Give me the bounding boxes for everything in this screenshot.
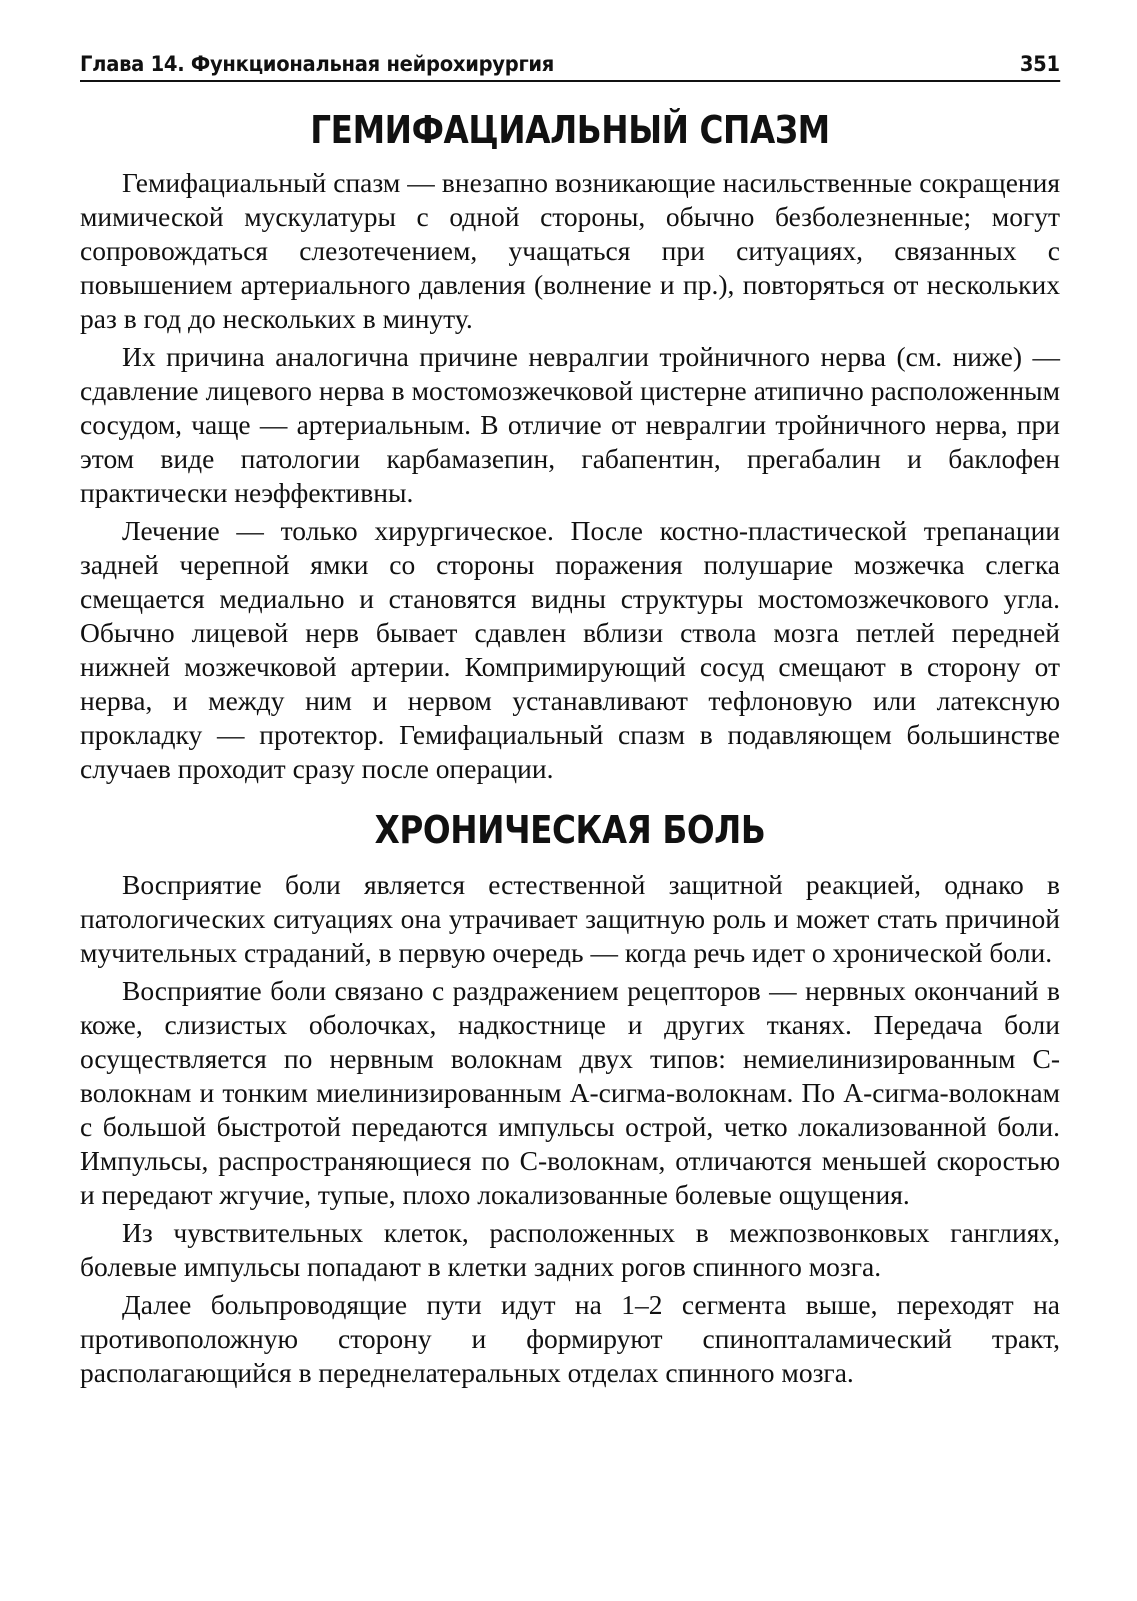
paragraph: Восприятие боли является естественной защитной реакцией, однако в патологических ситуациях она утрачивает защитную роль и может стать причиной мучительных страданий, в первую очередь — когда речь идет о хронической боли. (80, 869, 1060, 968)
page-number: 351 (1019, 52, 1060, 76)
paragraph: Из чувствительных клеток, расположенных в межпозвонковых ганглиях, болевые импульсы попадают в клетки задних рогов спинного мозга. (80, 1217, 1060, 1282)
paragraph: Далее больпроводящие пути идут на 1–2 сегмента выше, переходят на противоположную сторону и формируют спинопталамический тракт, располагающийся в переднелатеральных отделах спинного мозга. (80, 1289, 1060, 1388)
paragraph: Восприятие боли связано с раздражением рецепторов — нервных окончаний в коже, слизистых оболочках, надкостнице и других тканях. Передача боли осуществляется по нервным волокнам двух типов: немиелинизированным С-волокнам и тонким миелинизированным А-сигма-волокнам. По А-сигма-волокнам с большой быстротой передаются импульсы острой, четко локализованной боли. Импульсы, распространяющиеся по С-волокнам, отличаются меньшей скоростью и передают жгучие, тупые, плохо локализованные болевые ощущения. (80, 975, 1060, 1210)
section-hemifacial-spasm (80, 108, 1060, 786)
section-heading: ХРОНИЧЕСКАЯ БОЛЬ (374, 808, 766, 852)
chapter-title: Глава 14. Функциональная нейрохирургия (80, 52, 555, 76)
paragraph: Их причина аналогична причине невралгии тройничного нерва (см. ниже) — сдавление лицевого нерва в мостомозжечковой цистерне атипично расположенным сосудом, чаще — артериальным. В отличие от невралгии тройничного нерва, при этом виде патологии карбамазепин, габапентин, прегабалин и баклофен практически неэффективны. (80, 341, 1060, 508)
book-page (80, 52, 1060, 1394)
section-heading: ГЕМИФАЦИАЛЬНЫЙ СПАЗМ (310, 108, 830, 152)
running-header (80, 52, 1060, 82)
section-chronic-pain (80, 808, 1060, 1390)
paragraph: Гемифациальный спазм — внезапно возникающие насильственные сокращения мимической мускулатуры с одной стороны, обычно безболезненные; могут сопровождаться слезотечением, учащаться при ситуациях, связанных с повышением артериального давления (волнение и пр.), повторяться от нескольких раз в год до нескольких в минуту. (80, 167, 1060, 334)
paragraph: Лечение — только хирургическое. После костно-пластической трепанации задней черепной ямки со стороны поражения полушарие мозжечка слегка смещается медиально и становятся видны структуры мостомозжечкового угла. Обычно лицевой нерв бывает сдавлен вблизи ствола мозга петлей передней нижней мозжечковой артерии. Компримирующий сосуд смещают в сторону от нерва, и между ним и нервом устанавливают тефлоновую или латексную прокладку — протектор. Гемифациальный спазм в подавляющем большинстве случаев проходит сразу после операции. (80, 515, 1060, 784)
